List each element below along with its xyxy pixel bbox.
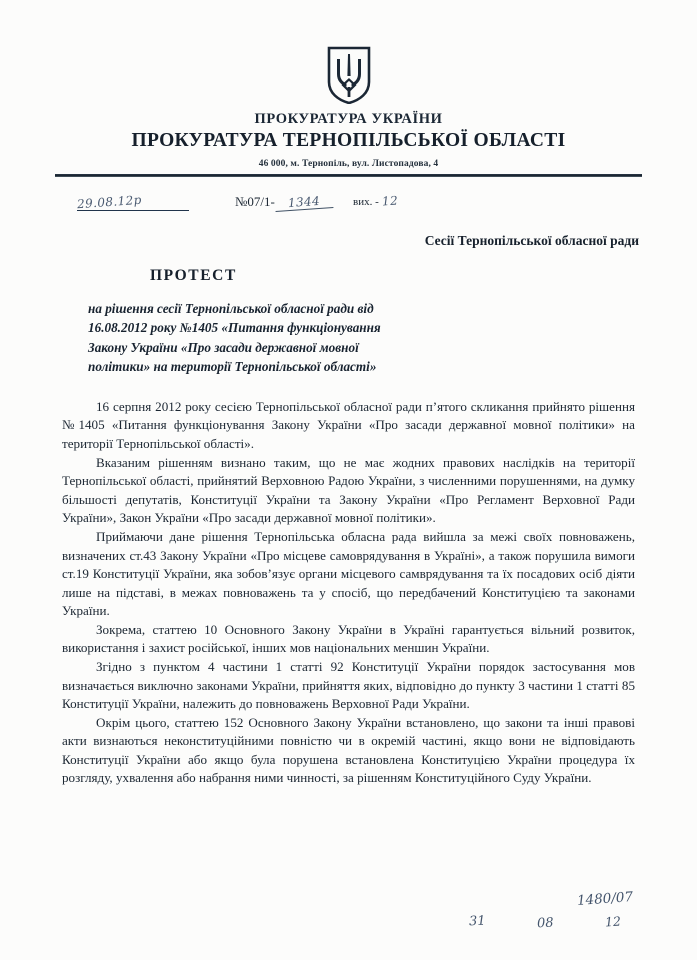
body-paragraph: Згідно з пунктом 4 частини 1 статті 92 Конституції України порядок застосування мов визначається виключно законами України, прийняття яких, відповідно до пункту 3 частини 1 статті 85 Конституції України, належить до повноважень Верховної Ради України.	[62, 658, 635, 712]
stamp-year: 12	[604, 913, 622, 930]
stamp-month: 08	[536, 915, 554, 932]
body-paragraph: 16 серпня 2012 року сесією Тернопільської обласної ради п’ятого скликання прийнято рішення №1405 «Питання функціонування Закону України «Про засади державної мовної політики» на території Тернопільської області».	[62, 398, 635, 452]
organization-address: 46 000, м. Тернопіль, вул. Листопадова, 4	[258, 159, 439, 170]
body-paragraph: Вказаним рішенням визнано таким, що не має жодних правових наслідків на території Тернопільської області, прийнятий Верховною Радою України, з численними порушеннями, на думку більшості депутатів, Конституції України та Закону України «Про Регламент Верховної Ради України», Закон України «Про засади державної мовної політики».	[62, 454, 635, 526]
outgoing-label: вих. -	[353, 196, 379, 209]
document-title: ПРОТЕСТ	[150, 267, 237, 285]
reference-number-field	[235, 194, 333, 210]
addressee: Сесії Тернопільської обласної ради	[424, 233, 639, 249]
ukraine-trident-coat-of-arms-icon	[326, 46, 372, 104]
body-paragraph: Окрім цього, статтею 152 Основного Закону України встановлено, що закони та інші правові акти визнаються неконституційними повністю чи в окремій частині, якщо вони не відповідають Конституції України або якщо була порушена встановлена Конституцією України процедура їх розгляду, ухвалення або набрання ними чинності, за рішенням Конституційного Суду України.	[62, 714, 635, 786]
bottom-handwritten-marks	[455, 888, 675, 948]
organization-name-region: ПРОКУРАТУРА ТЕРНОПІЛЬСЬКОЇ ОБЛАСТІ	[131, 129, 566, 151]
outgoing-number-field	[353, 194, 398, 208]
reference-date-handwritten: 29.08.12p	[76, 193, 143, 212]
document-body	[62, 398, 635, 788]
outgoing-handwritten: 12	[381, 193, 399, 209]
reference-date-field	[77, 195, 189, 211]
reference-row	[55, 189, 642, 229]
organization-name-country: ПРОКУРАТУРА УКРАЇНИ	[254, 111, 443, 127]
body-paragraph: Зокрема, статтею 10 Основного Закону України в Україні гарантується вільний розвиток, використання і захист російської, інших мов національних меншин України.	[62, 621, 635, 656]
reference-number-handwritten: 1344	[274, 193, 333, 212]
letterhead	[0, 0, 697, 169]
stamp-day: 31	[468, 913, 486, 930]
document-subject: на рішення сесії Тернопільської обласної ради від 16.08.2012 року №1405 «Питання функціонування Закону України «Про засади державної мовної політики» на території Тернопільської області»	[88, 301, 381, 374]
stamp-reference-number: 1480/07	[576, 889, 634, 909]
reference-number-label: №07/1-	[235, 194, 275, 210]
body-paragraph: Приймаючи дане рішення Тернопільська обласна рада вийшла за межі своїх повноважень, визначених ст.43 Закону України «Про місцеве самоврядування в Україні», а також порушила вимоги ст.19 Конституції України, яка зобов’язує органи місцевого самврядування та їх посадових осіб діяти лише на підставі, в межах повноважень та у спосіб, що передбачений Конституцією та законами України.	[62, 528, 635, 619]
header-divider	[55, 174, 642, 177]
